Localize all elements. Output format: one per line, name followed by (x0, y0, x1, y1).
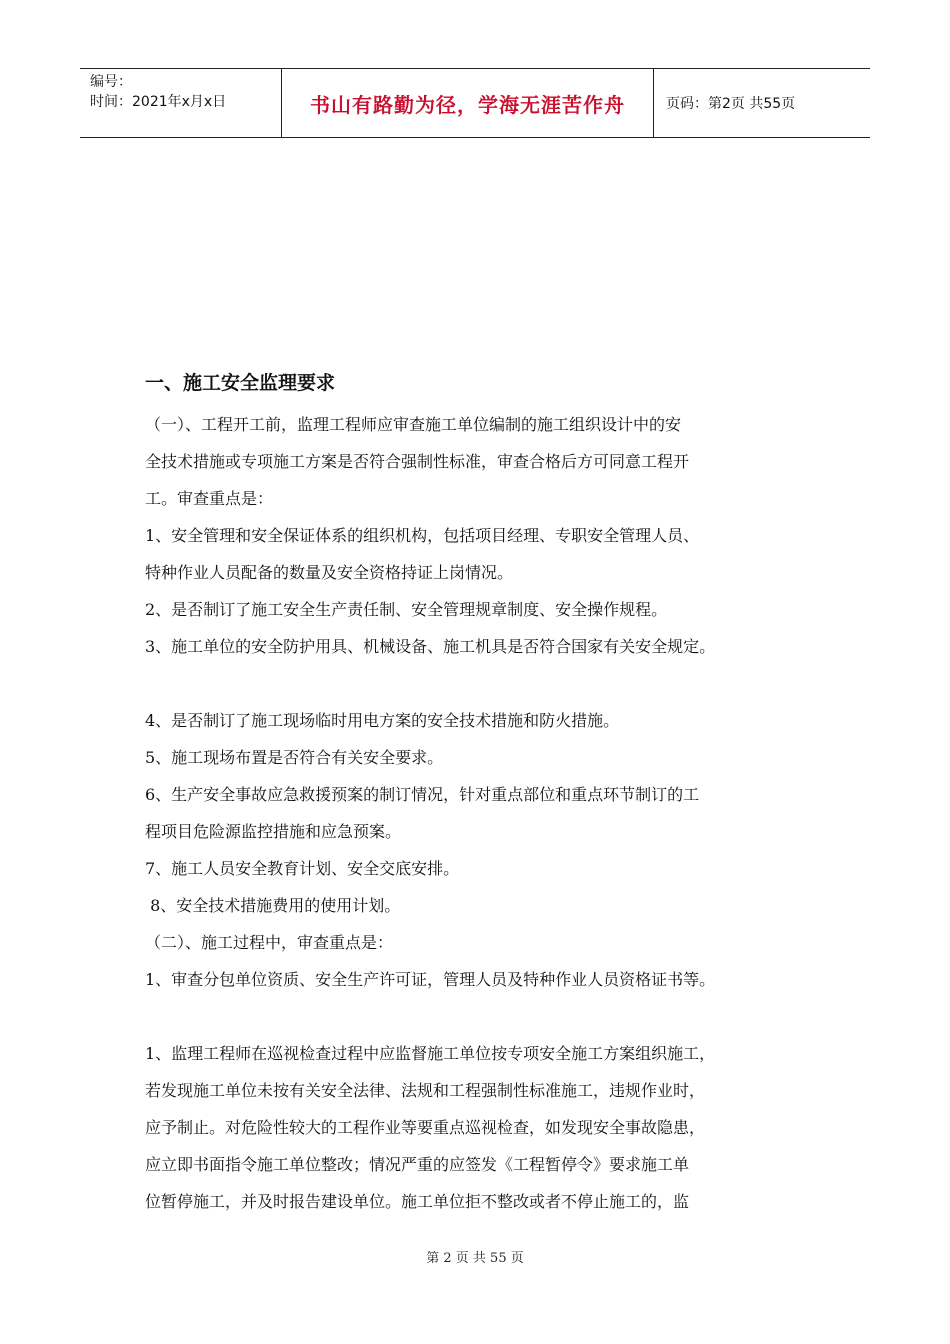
text-line: 7、施工人员安全教育计划、安全交底安排。 (145, 859, 460, 878)
blank-line (145, 665, 825, 702)
text-line: 1、审查分包单位资质、安全生产许可证，管理人员及特种作业人员资格证书等。 (145, 970, 716, 989)
page-header (80, 68, 870, 138)
text-line: 应立即书面指令施工单位整改；情况严重的应签发《工程暂停令》要求施工单 (145, 1155, 690, 1174)
text-line: 8、安全技术措施费用的使用计划。 (145, 896, 401, 915)
section-title: 一、施工安全监理要求 (145, 372, 336, 394)
text-line: （二）、施工过程中，审查重点是： (145, 933, 394, 952)
header-meta (80, 69, 281, 137)
text-line: 工。审查重点是： (145, 489, 274, 508)
text-line: 3、施工单位的安全防护用具、机械设备、施工机具是否符合国家有关安全规定。 (145, 637, 716, 656)
text-line: 程项目危险源监控措施和应急预案。 (145, 822, 402, 841)
text-line: 若发现施工单位未按有关安全法律、法规和工程强制性标准施工，违规作业时， (145, 1081, 706, 1100)
time-label: 时间：2021年x月x日 (90, 94, 227, 110)
document-body (145, 368, 825, 1220)
text-line: 1、监理工程师在巡视检查过程中应监督施工单位按专项安全施工方案组织施工， (145, 1044, 716, 1063)
blank-line (145, 998, 825, 1035)
text-line: 1、安全管理和安全保证体系的组织机构，包括项目经理、专职安全管理人员、 (145, 526, 700, 545)
text-line: 6、生产安全事故应急救援预案的制订情况，针对重点部位和重点环节制订的工 (145, 785, 700, 804)
header-page-label: 页码：第2页 共55页 (666, 96, 796, 112)
text-line: 5、施工现场布置是否符合有关安全要求。 (145, 748, 444, 767)
number-label: 编号： (90, 74, 132, 90)
page-footer: 第 2 页 共 55 页 (426, 1251, 524, 1266)
text-line: 位暂停施工，并及时报告建设单位。施工单位拒不整改或者不停止施工的，监 (145, 1192, 690, 1211)
header-motto: 书山有路勤为径，学海无涯苦作舟 (281, 69, 654, 137)
text-line: 2、是否制订了施工安全生产责任制、安全管理规章制度、安全操作规程。 (145, 600, 668, 619)
text-line: （一）、工程开工前，监理工程师应审查施工单位编制的施工组织设计中的安 (145, 415, 682, 434)
text-line: 应予制止。对危险性较大的工程作业等要重点巡视检查，如发现安全事故隐患， (145, 1118, 706, 1137)
text-line: 全技术措施或专项施工方案是否符合强制性标准，审查合格后方可同意工程开 (145, 452, 690, 471)
text-line: 4、是否制订了施工现场临时用电方案的安全技术措施和防火措施。 (145, 711, 620, 730)
text-line: 特种作业人员配备的数量及安全资格持证上岗情况。 (145, 563, 514, 582)
